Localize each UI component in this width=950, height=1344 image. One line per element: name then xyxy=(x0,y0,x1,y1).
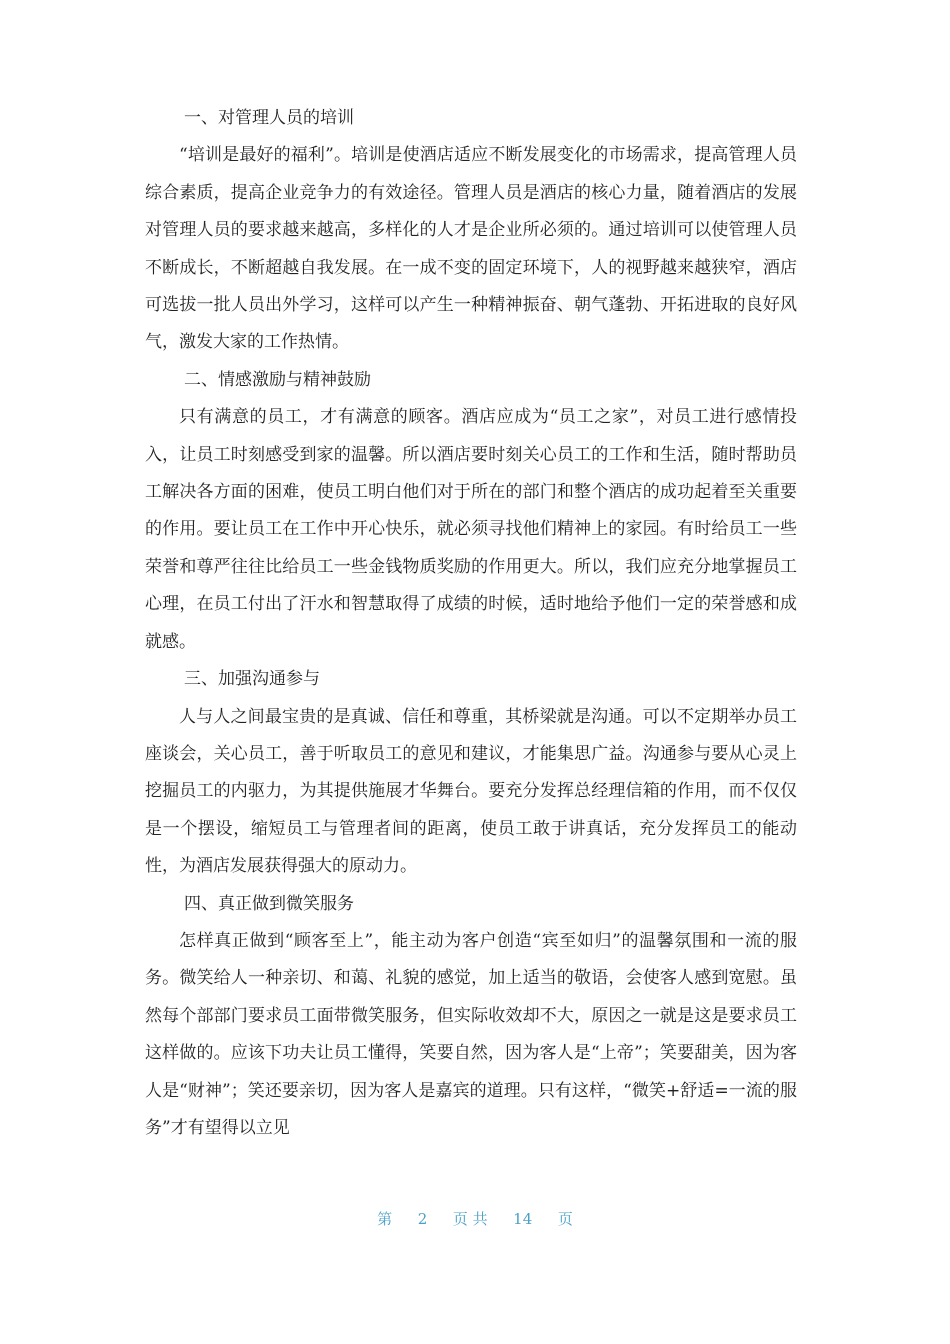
footer-total-pages: 14 xyxy=(513,1210,533,1228)
section-paragraph-3: 人与人之间最宝贵的是真诚、信任和尊重，其桥梁就是沟通。可以不定期举办员工座谈会，关心员工，善于听取员工的意见和建议，才能集思广益。沟通参与要从心灵上挖掘员工的内驱力，为其提供施展才华舞台。要充分发挥总经理信箱的作用，而不仅仅是一个摆设，缩短员工与管理者间的距离，使员工敢于讲真话，充分发挥员工的能动性，为酒店发展获得强大的原动力。 xyxy=(145,706,797,877)
section-paragraph-4: 怎样真正做到“顾客至上”，能主动为客户创造“宾至如归”的温馨氛围和一流的服务。微笑给人一种亲切、和蔼、礼貌的感觉，加上适当的敬语，会使客人感到宽慰。虽然每个部部门要求员工面带微笑服务，但实际收效却不大，原因之一就是这是要求员工这样做的。应该下功夫让员工懂得，笑要自然，因为客人是“上帝”；笑要甜美，因为客人是“财神”；笑还要亲切，因为客人是嘉宾的道理。只有这样，“微笑+舒适=一流的服务”才有望得以立见 xyxy=(145,930,797,1138)
section-heading-1: 一、对管理人员的培训 xyxy=(184,108,354,128)
footer-middle: 页 共 xyxy=(452,1210,488,1228)
page-footer xyxy=(0,1208,950,1229)
section-heading-3: 三、加强沟通参与 xyxy=(184,669,320,690)
section-heading-2: 二、情感激励与精神鼓励 xyxy=(184,369,371,390)
section-paragraph-1: “培训是最好的福利”。培训是使酒店适应不断发展变化的市场需求，提高管理人员综合素质，提高企业竞争力的有效途径。管理人员是酒店的核心力量，随着酒店的发展对管理人员的要求越来越高，多样化的人才是企业所必须的。通过培训可以使管理人员不断成长，不断超越自我发展。在一成不变的固定环境下，人的视野越来越狭窄，酒店可选拔一批人员出外学习，这样可以产生一种精神振奋、朝气蓬勃、开拓进取的良好风气，激发大家的工作热情。 xyxy=(145,145,797,353)
document-body xyxy=(145,100,797,1147)
section-paragraph-2: 只有满意的员工，才有满意的顾客。酒店应成为“员工之家”，对员工进行感情投入，让员工时刻感受到家的温馨。所以酒店要时刻关心员工的工作和生活，随时帮助员工解决各方面的困难，使员工明白他们对于所在的部门和整个酒店的成功起着至关重要的作用。要让员工在工作中开心快乐，就必须寻找他们精神上的家园。有时给员工一些荣誉和尊严往往比给员工一些金钱物质奖励的作用更大。所以，我们应充分地掌握员工心理，在员工付出了汗水和智慧取得了成绩的时候，适时地给予他们一定的荣誉感和成就感。 xyxy=(145,407,797,652)
footer-suffix: 页 xyxy=(557,1210,573,1228)
footer-prefix: 第 xyxy=(377,1210,393,1228)
footer-current-page: 2 xyxy=(417,1210,428,1228)
section-heading-4: 四、真正做到微笑服务 xyxy=(184,893,354,914)
